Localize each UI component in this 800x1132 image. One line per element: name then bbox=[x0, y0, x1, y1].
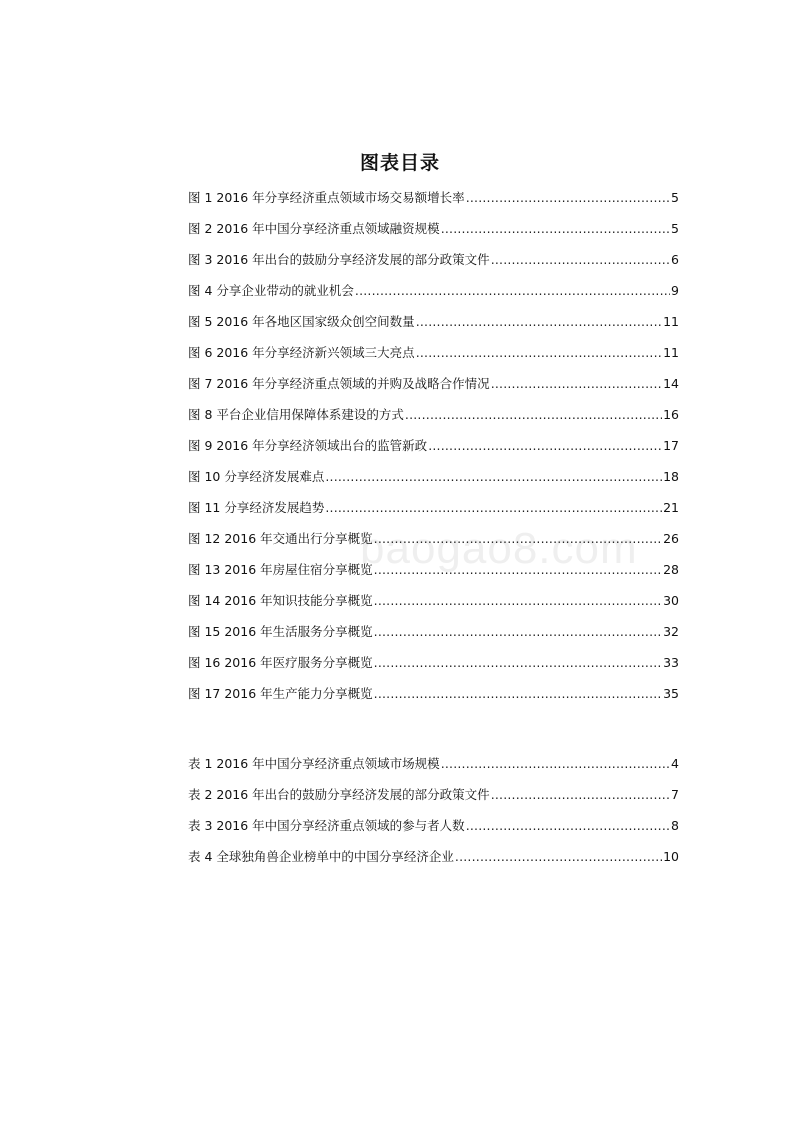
toc-entry-label: 图 10 分享经济发展难点 bbox=[188, 469, 325, 484]
toc-entry-label: 图 15 2016 年生活服务分享概览 bbox=[188, 624, 373, 639]
toc-entry-page: 5 bbox=[671, 190, 679, 205]
toc-entry-page: 33 bbox=[663, 655, 679, 670]
toc-entry-label: 图 5 2016 年各地区国家级众创空间数量 bbox=[188, 314, 415, 329]
toc-entry-page: 14 bbox=[663, 376, 679, 391]
dot-leader bbox=[428, 438, 662, 454]
dot-leader bbox=[441, 756, 670, 772]
toc-entry[interactable] bbox=[188, 589, 679, 609]
toc-entry-page: 16 bbox=[663, 407, 679, 422]
toc-entry-page: 26 bbox=[663, 531, 679, 546]
toc-entry[interactable] bbox=[188, 814, 679, 834]
dot-leader bbox=[491, 252, 670, 268]
toc-entry-page: 9 bbox=[671, 283, 679, 298]
toc-entry-page: 32 bbox=[663, 624, 679, 639]
toc-entry[interactable] bbox=[188, 434, 679, 454]
toc-entry-page: 30 bbox=[663, 593, 679, 608]
toc-entry-page: 6 bbox=[671, 252, 679, 267]
toc-entry[interactable] bbox=[188, 527, 679, 547]
page-title: 图表目录 bbox=[359, 152, 440, 174]
toc-entry[interactable] bbox=[188, 620, 679, 640]
toc-entry-page: 28 bbox=[663, 562, 679, 577]
toc-entry-label: 图 9 2016 年分享经济领域出台的监管新政 bbox=[188, 438, 428, 453]
toc-entry-label: 表 1 2016 年中国分享经济重点领域市场规模 bbox=[188, 756, 440, 771]
dot-leader bbox=[416, 314, 662, 330]
toc-entry[interactable] bbox=[188, 845, 679, 865]
toc-entry[interactable] bbox=[188, 682, 679, 702]
toc-entry-page: 5 bbox=[671, 221, 679, 236]
toc-entry[interactable] bbox=[188, 496, 679, 516]
toc-entry-label: 图 13 2016 年房屋住宿分享概览 bbox=[188, 562, 373, 577]
toc-entry[interactable] bbox=[188, 403, 679, 423]
dot-leader bbox=[405, 407, 662, 423]
toc-entry-label: 表 2 2016 年出台的鼓励分享经济发展的部分政策文件 bbox=[188, 787, 490, 802]
toc-entry[interactable] bbox=[188, 310, 679, 330]
dot-leader bbox=[441, 221, 670, 237]
dot-leader bbox=[374, 562, 662, 578]
dot-leader bbox=[374, 531, 662, 547]
toc-entry-label: 图 3 2016 年出台的鼓励分享经济发展的部分政策文件 bbox=[188, 252, 490, 267]
toc-entry-label: 图 11 分享经济发展趋势 bbox=[188, 500, 325, 515]
toc-entry-label: 图 16 2016 年医疗服务分享概览 bbox=[188, 655, 373, 670]
dot-leader bbox=[466, 818, 670, 834]
toc-entry[interactable] bbox=[188, 341, 679, 361]
toc-entry[interactable] bbox=[188, 651, 679, 671]
toc-entry-page: 8 bbox=[671, 818, 679, 833]
dot-leader bbox=[466, 190, 670, 206]
toc-entry-page: 7 bbox=[671, 787, 679, 802]
toc-entry-page: 21 bbox=[663, 500, 679, 515]
toc-entry[interactable] bbox=[188, 248, 679, 268]
dot-leader bbox=[374, 655, 662, 671]
dot-leader bbox=[374, 686, 662, 702]
toc-entry-page: 4 bbox=[671, 756, 679, 771]
dot-leader bbox=[455, 849, 662, 865]
toc-entry-page: 10 bbox=[663, 849, 679, 864]
dot-leader bbox=[416, 345, 662, 361]
toc-entry[interactable] bbox=[188, 279, 679, 299]
toc-entry-page: 11 bbox=[663, 345, 679, 360]
dot-leader bbox=[355, 283, 670, 299]
toc-entry-label: 图 8 平台企业信用保障体系建设的方式 bbox=[188, 407, 404, 422]
toc-entry-page: 35 bbox=[663, 686, 679, 701]
toc-entry-label: 图 1 2016 年分享经济重点领域市场交易额增长率 bbox=[188, 190, 465, 205]
toc-entry-label: 图 7 2016 年分享经济重点领域的并购及战略合作情况 bbox=[188, 376, 490, 391]
dot-leader bbox=[374, 624, 662, 640]
toc-entry[interactable] bbox=[188, 465, 679, 485]
toc-entry-label: 表 3 2016 年中国分享经济重点领域的参与者人数 bbox=[188, 818, 465, 833]
toc-entry-page: 18 bbox=[663, 469, 679, 484]
toc-entry[interactable] bbox=[188, 217, 679, 237]
toc-entry-label: 图 12 2016 年交通出行分享概览 bbox=[188, 531, 373, 546]
toc-entry-label: 图 2 2016 年中国分享经济重点领域融资规模 bbox=[188, 221, 440, 236]
toc-entry[interactable] bbox=[188, 558, 679, 578]
toc-entry[interactable] bbox=[188, 783, 679, 803]
toc-entry-label: 表 4 全球独角兽企业榜单中的中国分享经济企业 bbox=[188, 849, 454, 864]
toc-entry-page: 11 bbox=[663, 314, 679, 329]
toc-entry-page: 17 bbox=[663, 438, 679, 453]
toc-entry-label: 图 17 2016 年生产能力分享概览 bbox=[188, 686, 373, 701]
toc-entry-label: 图 14 2016 年知识技能分享概览 bbox=[188, 593, 373, 608]
toc-entry-label: 图 6 2016 年分享经济新兴领域三大亮点 bbox=[188, 345, 415, 360]
dot-leader bbox=[491, 376, 662, 392]
dot-leader bbox=[491, 787, 670, 803]
toc-entry[interactable] bbox=[188, 372, 679, 392]
toc-entry-label: 图 4 分享企业带动的就业机会 bbox=[188, 283, 354, 298]
dot-leader bbox=[374, 593, 662, 609]
toc-entry[interactable] bbox=[188, 186, 679, 206]
dot-leader bbox=[325, 500, 662, 516]
dot-leader bbox=[325, 469, 662, 485]
watermark: baogao8.com bbox=[360, 524, 638, 573]
toc-entry[interactable] bbox=[188, 752, 679, 772]
